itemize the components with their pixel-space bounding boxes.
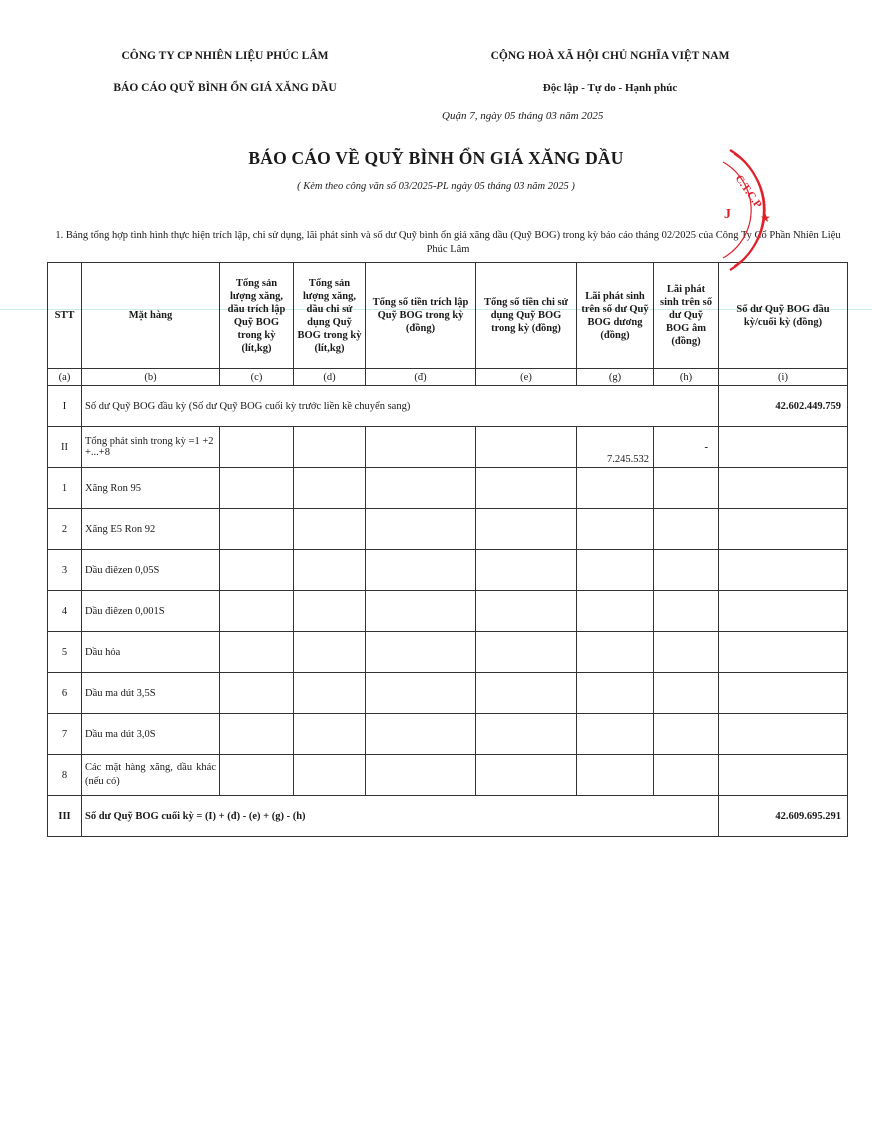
interest-positive-value: 7.245.532 (577, 427, 654, 468)
closing-balance-value: 42.609.695.291 (719, 796, 848, 837)
col-letter: (d) (294, 369, 366, 386)
col-letter: (g) (577, 369, 654, 386)
row-stt: 7 (48, 714, 82, 755)
cell-empty (476, 468, 577, 509)
cell-empty (476, 755, 577, 796)
row-stt: 8 (48, 755, 82, 796)
table-header-row (48, 263, 848, 369)
cell-empty (577, 673, 654, 714)
item-name: Dầu hỏa (82, 632, 220, 673)
cell-empty (366, 632, 476, 673)
cell-empty (366, 427, 476, 468)
cell-empty (476, 673, 577, 714)
table-row-item (48, 714, 848, 755)
row-label: Số dư Quỹ BOG đầu kỳ (Số dư Quỹ BOG cuối kỳ trước liền kề chuyển sang) (82, 386, 719, 427)
col-letter: (b) (82, 369, 220, 386)
item-name: Xăng E5 Ron 92 (82, 509, 220, 550)
col-header-amount-used: Tổng số tiền chi sử dụng Quỹ BOG trong kỳ (đồng) (476, 263, 577, 369)
cell-empty (476, 550, 577, 591)
row-stt: 1 (48, 468, 82, 509)
cell-empty (654, 755, 719, 796)
seal-text: C.T.C.P (732, 172, 764, 211)
col-header-interest-positive: Lãi phát sinh trên số dư Quỹ BOG dương (đồng) (577, 263, 654, 369)
table-row-item (48, 632, 848, 673)
cell-empty (366, 591, 476, 632)
cell-empty (294, 509, 366, 550)
seal-mark: J (724, 207, 731, 222)
cell-empty (220, 468, 294, 509)
col-letter: (đ) (366, 369, 476, 386)
cell-empty (719, 509, 848, 550)
cell-empty (220, 632, 294, 673)
row-stt: 5 (48, 632, 82, 673)
cell-empty (220, 509, 294, 550)
cell-empty (220, 591, 294, 632)
cell-empty (476, 591, 577, 632)
cell-empty (294, 591, 366, 632)
cell-empty (366, 714, 476, 755)
col-header-item: Mặt hàng (82, 263, 220, 369)
col-header-amount-allocated: Tổng số tiền trích lập Quỹ BOG trong kỳ (đồng) (366, 263, 476, 369)
table-row-item (48, 591, 848, 632)
row-stt: 3 (48, 550, 82, 591)
cell-empty (577, 509, 654, 550)
company-name: CÔNG TY CP NHIÊN LIỆU PHÚC LÂM (121, 50, 329, 62)
cell-empty (220, 427, 294, 468)
cell-empty (476, 427, 577, 468)
cell-empty (577, 755, 654, 796)
col-letter: (i) (719, 369, 848, 386)
section-heading: 1. Bảng tổng hợp tình hình thực hiện trích lập, chi sử dụng, lãi phát sinh và số dư Quỹ bình ổn giá xăng dầu (Quỹ BOG) trong kỳ báo cáo tháng 02/2025 của Công Ty Cổ Phần Nhiên Liệu Phúc Lâm (55, 230, 841, 255)
item-name: Dầu ma dút 3,0S (82, 714, 220, 755)
table-row-total-movement (48, 427, 848, 468)
bog-fund-table (47, 262, 848, 837)
col-header-balance: Số dư Quỹ BOG đầu kỳ/cuối kỳ (đồng) (719, 263, 848, 369)
item-name: Dầu ma dút 3,5S (82, 673, 220, 714)
col-header-volume-used: Tổng sản lượng xăng, dầu chi sử dụng Quỹ BOG trong kỳ (lít,kg) (294, 263, 366, 369)
table-row-closing-balance (48, 796, 848, 837)
cell-empty (577, 550, 654, 591)
cell-empty (654, 591, 719, 632)
item-name: Xăng Ron 95 (82, 468, 220, 509)
cell-empty (719, 673, 848, 714)
col-letter: (e) (476, 369, 577, 386)
row-stt: 2 (48, 509, 82, 550)
cell-empty (476, 632, 577, 673)
row-stt: II (48, 427, 82, 468)
table-row-item (48, 673, 848, 714)
cell-empty (577, 591, 654, 632)
cell-empty (294, 755, 366, 796)
item-name: Các mặt hàng xăng, dầu khác (nếu có) (82, 755, 220, 796)
col-header-volume-allocated: Tổng sản lượng xăng, dầu trích lập Quỹ BOG trong kỳ (lít,kg) (220, 263, 294, 369)
nation-motto: Độc lập - Tự do - Hạnh phúc (542, 82, 678, 94)
cell-empty (220, 673, 294, 714)
cell-empty (294, 714, 366, 755)
row-stt: 6 (48, 673, 82, 714)
cell-empty (366, 468, 476, 509)
table-row-item (48, 550, 848, 591)
cell-empty (577, 632, 654, 673)
cell-empty (366, 550, 476, 591)
cell-empty (719, 632, 848, 673)
cell-empty (654, 673, 719, 714)
cell-empty (476, 714, 577, 755)
cell-empty (719, 550, 848, 591)
cell-empty (654, 468, 719, 509)
row-stt: I (48, 386, 82, 427)
document-subtitle: ( Kèm theo công văn số 03/2025-PL ngày 05 tháng 03 năm 2025 ) (297, 181, 575, 192)
col-letter: (c) (220, 369, 294, 386)
cell-empty (654, 550, 719, 591)
cell-empty (294, 632, 366, 673)
report-name: BÁO CÁO QUỸ BÌNH ỔN GIÁ XĂNG DẦU (113, 82, 337, 94)
col-letter: (a) (48, 369, 82, 386)
cell-empty (220, 755, 294, 796)
cell-empty (719, 714, 848, 755)
cell-empty (577, 714, 654, 755)
table-row-opening-balance (48, 386, 848, 427)
cell-empty (366, 673, 476, 714)
seal-star: ★ (760, 211, 771, 225)
cell-empty (220, 550, 294, 591)
cell-empty (577, 468, 654, 509)
item-name: Dầu điêzen 0,05S (82, 550, 220, 591)
table-row-item (48, 509, 848, 550)
row-stt: III (48, 796, 82, 837)
document-title: BÁO CÁO VỀ QUỸ BÌNH ỔN GIÁ XĂNG DẦU (248, 148, 624, 168)
col-letter: (h) (654, 369, 719, 386)
cell-empty (719, 755, 848, 796)
cell-empty (366, 509, 476, 550)
cell-empty (654, 714, 719, 755)
nation-title: CỘNG HOÀ XÃ HỘI CHỦ NGHĨA VIỆT NAM (490, 50, 730, 62)
col-header-interest-negative: Lãi phát sinh trên số dư Quỹ BOG âm (đồng) (654, 263, 719, 369)
cell-empty (294, 468, 366, 509)
date-line: Quận 7, ngày 05 tháng 03 năm 2025 (442, 110, 604, 122)
col-header-stt: STT (48, 263, 82, 369)
cell-empty (476, 509, 577, 550)
cell-empty (294, 427, 366, 468)
opening-balance-value: 42.602.449.759 (719, 386, 848, 427)
cell-empty (366, 755, 476, 796)
cell-empty (294, 550, 366, 591)
interest-negative-value: - (654, 427, 719, 468)
row-label: Tổng phát sinh trong kỳ =1 +2 +...+8 (82, 427, 220, 468)
table-row-item (48, 468, 848, 509)
table-row-item (48, 755, 848, 796)
column-letter-row (48, 369, 848, 386)
item-name: Dầu điêzen 0,001S (82, 591, 220, 632)
cell-empty (719, 591, 848, 632)
cell-empty (654, 509, 719, 550)
cell-empty (719, 468, 848, 509)
cell-empty (220, 714, 294, 755)
cell-empty (719, 427, 848, 468)
row-stt: 4 (48, 591, 82, 632)
cell-empty (654, 632, 719, 673)
cell-empty (294, 673, 366, 714)
row-label: Số dư Quỹ BOG cuối kỳ = (I) + (đ) - (e) + (g) - (h) (82, 796, 719, 837)
